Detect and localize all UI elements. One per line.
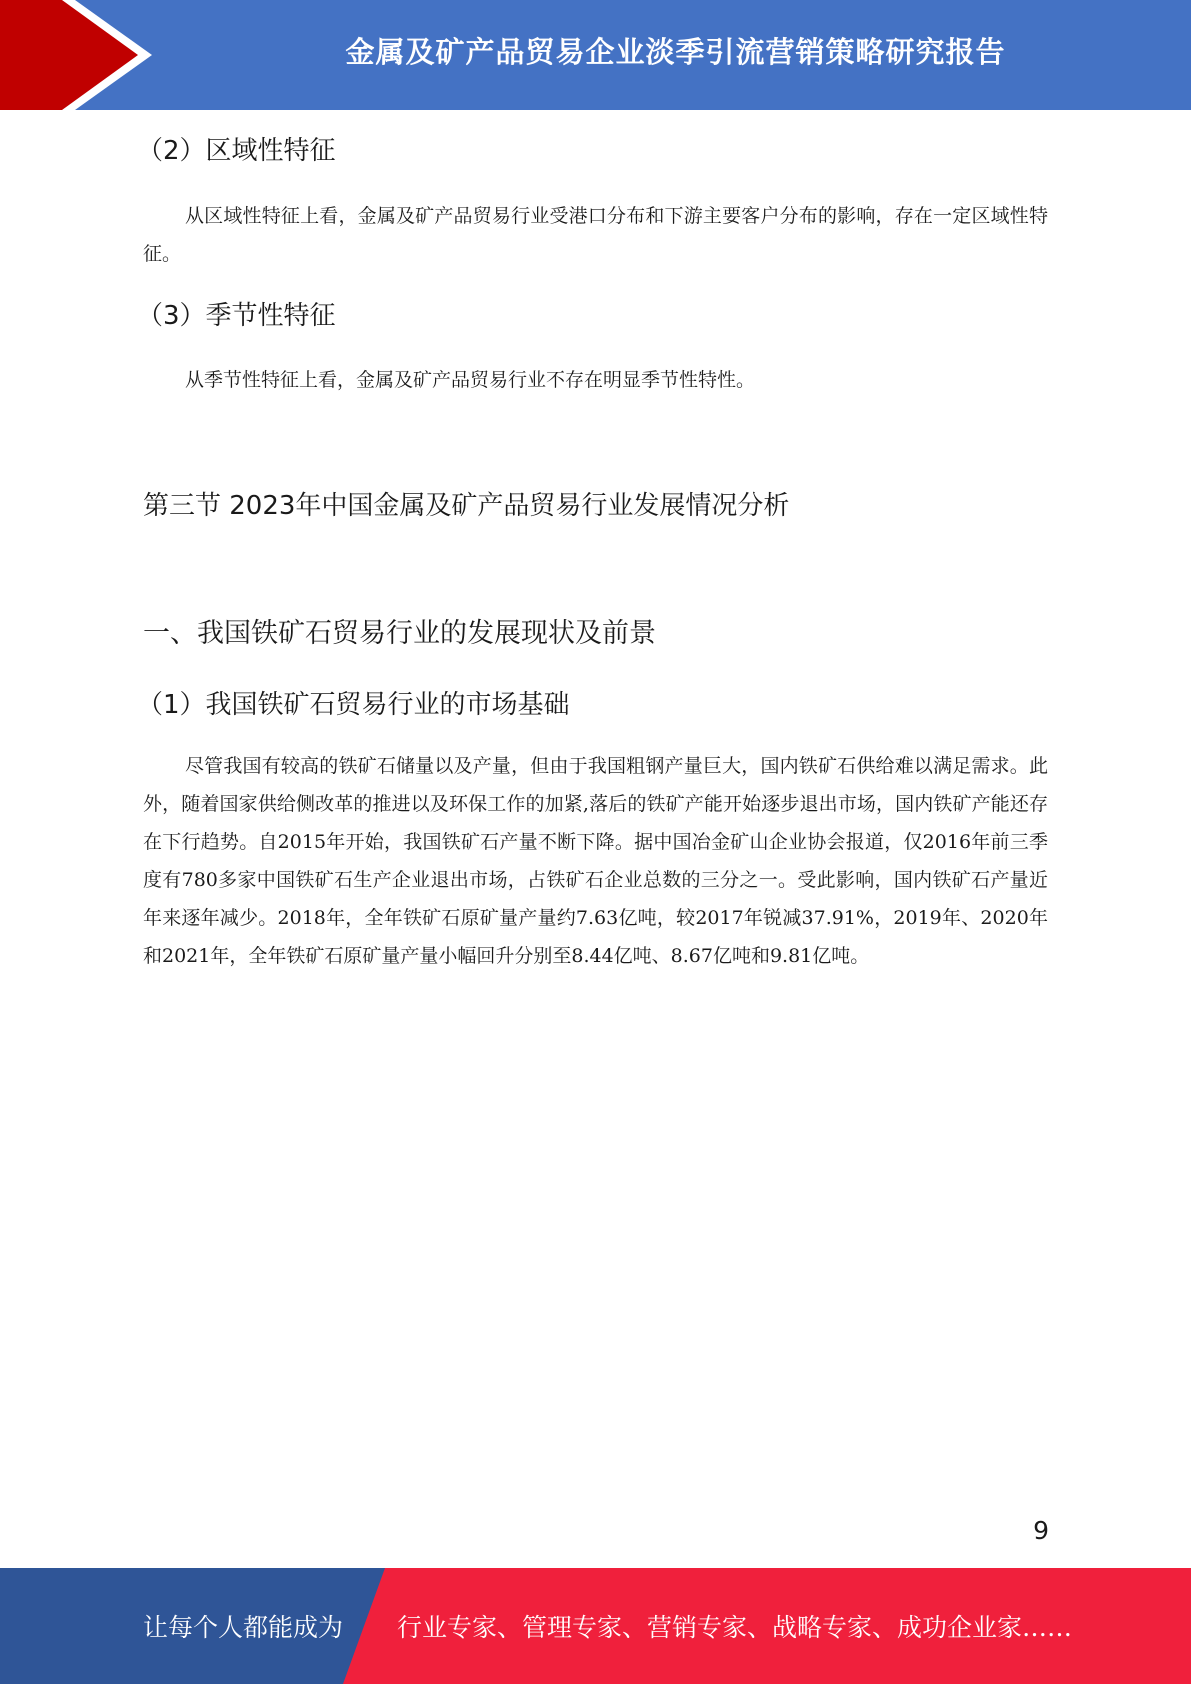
heading-market-basis: （1）我国铁矿石贸易行业的市场基础 xyxy=(137,690,570,720)
page-number: 9 xyxy=(1033,1516,1049,1545)
paragraph-market-basis: 尽管我国有较高的铁矿石储量以及产量，但由于我国粗钢产量巨大，国内铁矿石供给难以满足需求。此外，随着国家供给侧改革的推进以及环保工作的加紧,落后的铁矿产能开始逐步退出市场，国内铁矿产能还存在下行趋势。自2015年开始，我国铁矿石产量不断下降。据中国冶金矿山企业协会报道，仅2016年前三季度有780多家中国铁矿石生产企业退出市场，占铁矿石企业总数的三分之一。受此影响，国内铁矿石产量近年来逐年减少。2018年，全年铁矿石原矿量产量约7.63亿吨，较2017年锐减37.91%，2019年、2020年和2021年，全年铁矿石原矿量产量小幅回升分别至8.44亿吨、8.67亿吨和9.81亿吨。 xyxy=(143,755,1048,967)
part-one-title: 一、我国铁矿石贸易行业的发展现状及前景 xyxy=(143,618,656,649)
paragraph-regional-features: 从区域性特征上看，金属及矿产品贸易行业受港口分布和下游主要客户分布的影响，存在一定区域性特征。 xyxy=(143,205,1048,265)
footer-slogan-left: 让每个人都能成为 xyxy=(143,1613,344,1642)
section-title: 第三节 2023年中国金属及矿产品贸易行业发展情况分析 xyxy=(143,491,790,521)
document-title: 金属及矿产品贸易企业淡季引流营销策略研究报告 xyxy=(345,34,1006,69)
footer-slogan-right: 行业专家、管理专家、营销专家、战略专家、成功企业家…… xyxy=(397,1613,1073,1642)
heading-seasonal-features: （3）季节性特征 xyxy=(137,301,336,331)
heading-regional-features: （2）区域性特征 xyxy=(137,136,336,166)
paragraph-seasonal-features: 从季节性特征上看，金属及矿产品贸易行业不存在明显季节性特性。 xyxy=(185,369,756,391)
